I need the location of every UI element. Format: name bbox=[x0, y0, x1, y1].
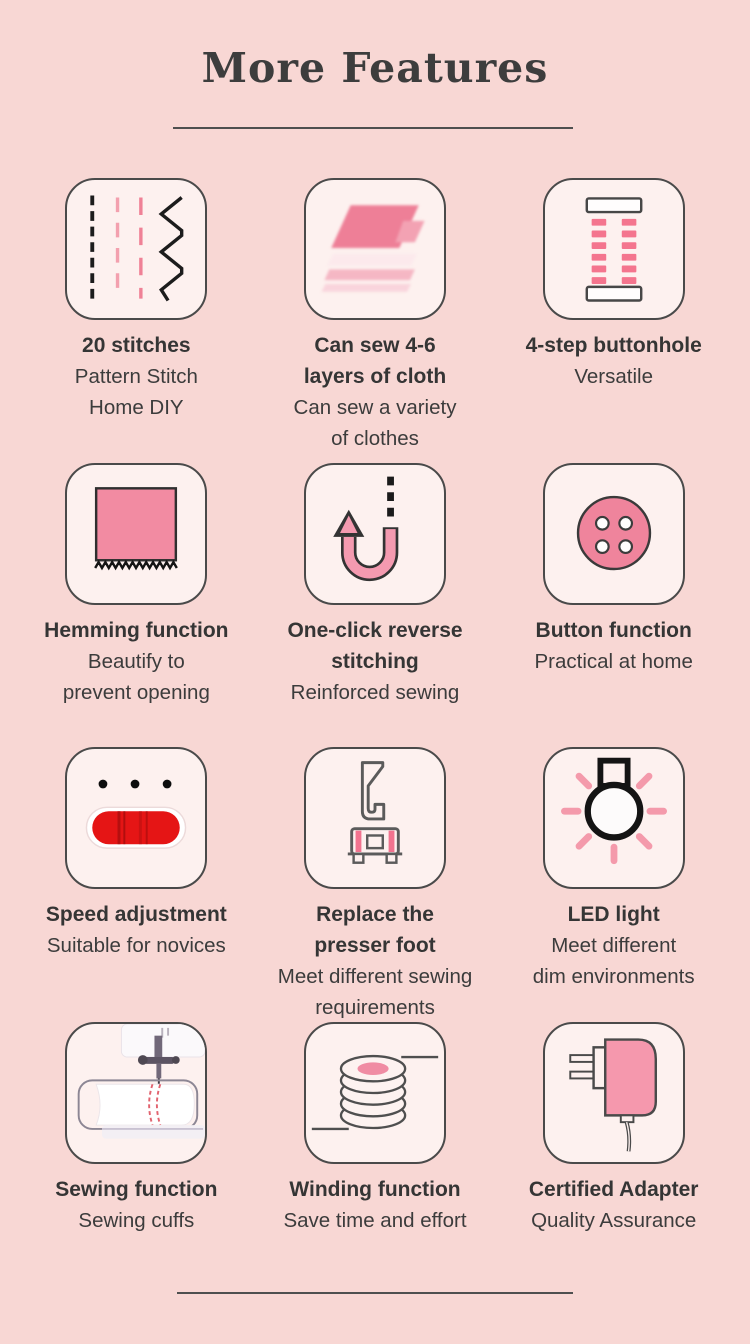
feature-title-line: Button function bbox=[535, 619, 692, 642]
feature-icon-box bbox=[543, 747, 685, 889]
feature-title-line: stitching bbox=[331, 650, 419, 673]
cloth-layers-icon bbox=[306, 180, 444, 318]
feature-icon-box bbox=[65, 463, 207, 605]
feature-subtitle-line: Practical at home bbox=[534, 650, 693, 673]
feature-title-line: Replace the bbox=[316, 903, 434, 926]
features-row-3 bbox=[17, 747, 733, 1023]
feature-subtitle-line: Save time and effort bbox=[283, 1209, 467, 1232]
feature-icon-box bbox=[543, 463, 685, 605]
feature-card-adapter bbox=[494, 1022, 733, 1236]
feature-title-line: 20 stitches bbox=[82, 334, 191, 357]
hemming-icon bbox=[67, 465, 205, 603]
feature-subtitle-line: of clothes bbox=[331, 427, 419, 450]
feature-card-led bbox=[494, 747, 733, 1023]
stitches-icon bbox=[67, 180, 205, 318]
feature-card-sewing bbox=[17, 1022, 256, 1236]
features-row-4 bbox=[17, 1022, 733, 1236]
feature-subtitle-line: dim environments bbox=[532, 965, 695, 988]
feature-title-line: Sewing function bbox=[55, 1178, 218, 1201]
feature-subtitle-line: Reinforced sewing bbox=[290, 681, 460, 704]
feature-subtitle-line: Meet different sewing bbox=[277, 965, 473, 988]
feature-subtitle-line: Sewing cuffs bbox=[78, 1209, 195, 1232]
feature-card-reverse-stitch bbox=[256, 463, 495, 708]
feature-card-button bbox=[494, 463, 733, 708]
feature-icon-box bbox=[65, 178, 207, 320]
feature-icon-box bbox=[304, 1022, 446, 1164]
feature-subtitle-line: Versatile bbox=[574, 365, 653, 388]
sewing-machine-icon bbox=[67, 1024, 205, 1162]
feature-title-line: layers of cloth bbox=[303, 365, 447, 388]
feature-title-line: Can sew 4-6 bbox=[314, 334, 436, 357]
feature-card-layers bbox=[256, 178, 495, 454]
led-light-icon bbox=[545, 749, 683, 887]
feature-title-line: LED light bbox=[567, 903, 660, 926]
feature-card-winding bbox=[256, 1022, 495, 1236]
page-title: More Features bbox=[201, 44, 549, 92]
feature-title-line: One-click reverse bbox=[287, 619, 463, 642]
speed-slider-icon bbox=[67, 749, 205, 887]
feature-title-line: Hemming function bbox=[44, 619, 229, 642]
feature-subtitle-line: Home DIY bbox=[89, 396, 184, 419]
title-divider bbox=[173, 127, 573, 129]
buttonhole-icon bbox=[545, 180, 683, 318]
feature-subtitle-line: Suitable for novices bbox=[46, 934, 226, 957]
feature-card-speed bbox=[17, 747, 256, 1023]
feature-title-line: Certified Adapter bbox=[528, 1178, 699, 1201]
feature-subtitle-line: Quality Assurance bbox=[531, 1209, 697, 1232]
feature-title-line: 4-step buttonhole bbox=[525, 334, 702, 357]
feature-icon-box bbox=[304, 463, 446, 605]
feature-subtitle-line: Meet different bbox=[551, 934, 677, 957]
features-row-1 bbox=[17, 178, 733, 454]
bottom-divider bbox=[177, 1292, 573, 1294]
feature-card-presser-foot bbox=[256, 747, 495, 1023]
winding-icon bbox=[306, 1024, 444, 1162]
feature-card-hemming bbox=[17, 463, 256, 708]
presser-foot-icon bbox=[306, 749, 444, 887]
button-icon bbox=[545, 465, 683, 603]
feature-subtitle-line: prevent opening bbox=[62, 681, 210, 704]
adapter-icon bbox=[545, 1024, 683, 1162]
features-row-2 bbox=[17, 463, 733, 708]
feature-card-20-stitches bbox=[17, 178, 256, 454]
feature-icon-box bbox=[65, 1022, 207, 1164]
feature-title-line: Winding function bbox=[289, 1178, 461, 1201]
feature-subtitle-line: Pattern Stitch bbox=[74, 365, 198, 388]
feature-title-line: Speed adjustment bbox=[45, 903, 227, 926]
feature-subtitle-line: Can sew a variety bbox=[293, 396, 457, 419]
feature-icon-box bbox=[543, 1022, 685, 1164]
feature-icon-box bbox=[304, 178, 446, 320]
feature-title-line: presser foot bbox=[314, 934, 436, 957]
feature-icon-box bbox=[543, 178, 685, 320]
feature-subtitle-line: requirements bbox=[315, 996, 435, 1019]
feature-card-buttonhole bbox=[494, 178, 733, 454]
feature-subtitle-line: Beautify to bbox=[87, 650, 185, 673]
feature-icon-box bbox=[65, 747, 207, 889]
feature-icon-box bbox=[304, 747, 446, 889]
reverse-stitch-icon bbox=[306, 465, 444, 603]
